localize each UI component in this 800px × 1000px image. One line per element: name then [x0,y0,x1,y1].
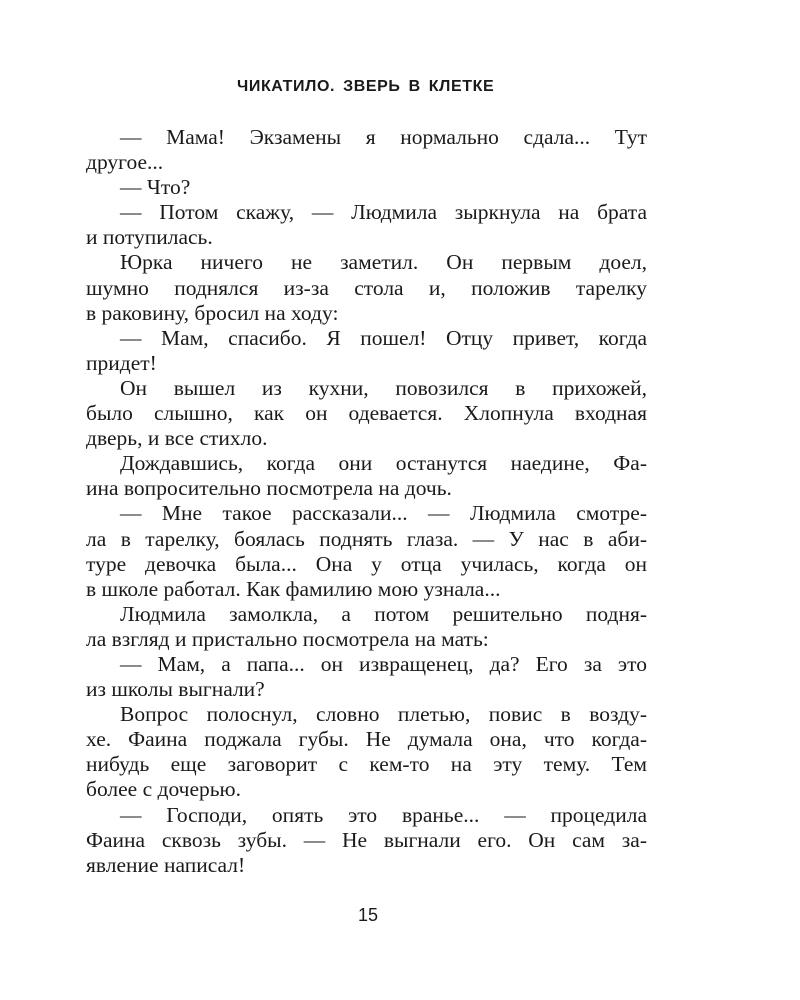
text-line: было слышно, как он одевается. Хлопнула входная [86,401,647,426]
text-line: ла в тарелку, боялась поднять глаза. — У нас в аби- [86,526,647,551]
text-line: Дождавшись, когда они останутся наедине, Фа- [120,451,647,476]
text-line: в раковину, бросил на ходу: [86,300,339,325]
text-line: — Мам, спасибо. Я пошел! Отцу привет, когда [120,325,647,350]
text-line: Вопрос полоснул, словно плетью, повис в возду- [120,702,647,727]
body-text [86,125,647,878]
text-line: — Мама! Экзамены я нормально сдала... Тут [120,125,647,149]
text-line: туре девочка была... Она у отца училась, когда он [86,551,647,576]
text-line: и потупилась. [86,225,213,250]
text-line: дверь, и все стихло. [86,426,268,451]
text-line: ла взгляд и пристально посмотрела на мать: [86,626,489,651]
text-line: — Мам, а папа... он извращенец, да? Его за это [120,651,647,676]
text-line: нибудь еще заговорит с кем-то на эту тему. Тем [86,752,647,777]
text-line: из школы выгнали? [86,677,265,702]
text-line: придет! [86,350,157,375]
running-head: ЧИКАТИЛО. ЗВЕРЬ В КЛЕТКЕ [237,78,495,95]
text-line: другое... [86,150,164,175]
text-line: шумно поднялся из-за стола и, положив тарелку [86,275,647,300]
text-line: — Мне такое рассказали... — Людмила смотре- [120,501,647,526]
text-line: явление написал! [86,852,246,877]
page-number: 15 [357,905,379,925]
text-line: Он вышел из кухни, повозился в прихожей, [120,375,647,400]
text-line: Людмила замолкла, а потом решительно подня- [120,601,647,626]
text-line: Юрка ничего не заметил. Он первым доел, [120,250,647,275]
text-line: в школе работал. Как фамилию мою узнала... [86,576,501,601]
text-line: Фаина сквозь зубы. — Не выгнали его. Он сам за- [86,827,647,852]
text-line: ина вопросительно посмотрела на дочь. [86,476,452,501]
text-line: — Потом скажу, — Людмила зыркнула на брата [120,200,647,225]
text-line: более с дочерью. [86,777,241,802]
text-line: — Господи, опять это вранье... — процедила [120,802,647,827]
text-line: хе. Фаина поджала губы. Не думала она, что когда- [86,727,647,752]
text-line: — Что? [120,175,191,200]
